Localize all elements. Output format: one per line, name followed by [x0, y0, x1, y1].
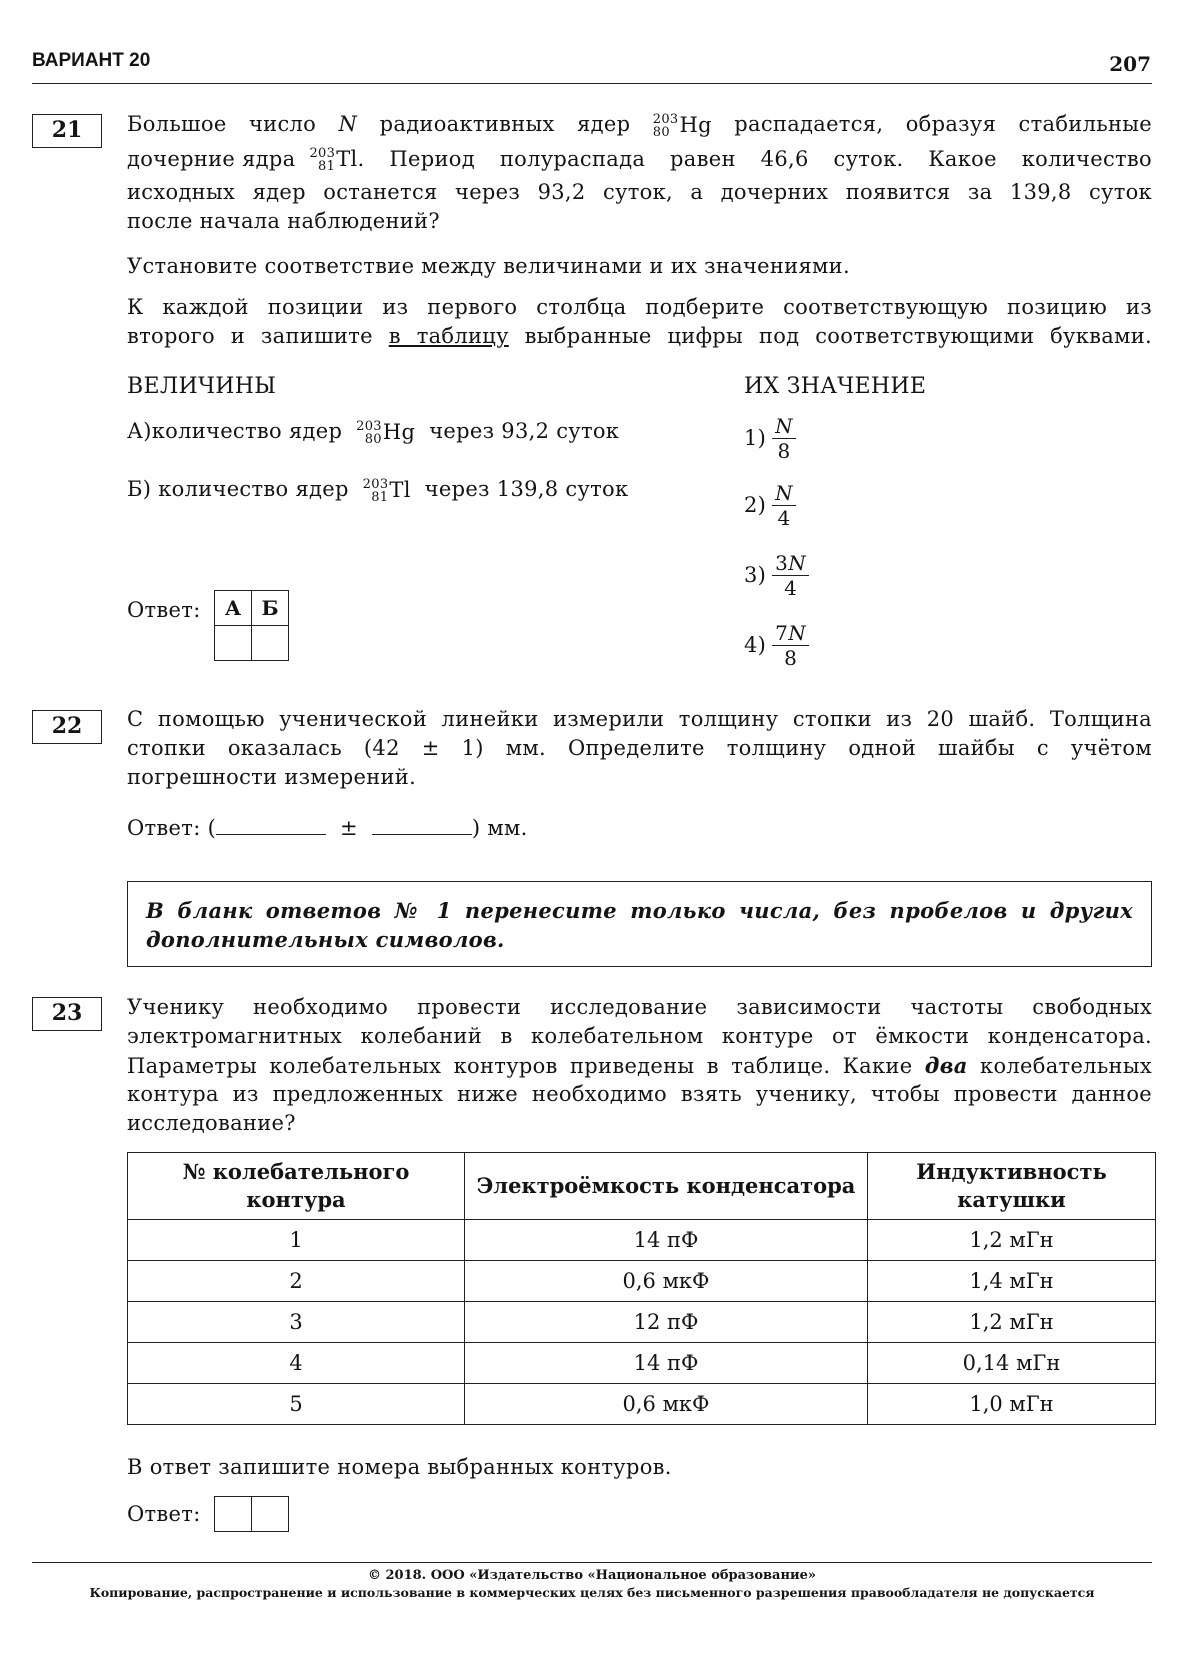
emphasis-two: два [924, 1053, 968, 1078]
q23-answer-grid [214, 1496, 289, 1532]
values-header: ИХ ЗНАЧЕНИЕ [744, 374, 927, 399]
q21-answer-label: Ответ: [127, 598, 201, 622]
q23-answer-label: Ответ: [127, 1502, 201, 1526]
value-option-1: 1) $\frac{N}{8}$ [744, 414, 796, 463]
q22-line-2: стопки оказалась (42 ± 1) мм. Определите толщину одной шайбы с учётом [127, 736, 1152, 760]
question-number-21: 21 [32, 114, 102, 148]
footer-notice: Копирование, распространение и использование в коммерческих целях без письменного разрешения правообладателя не допускается [89, 1585, 1095, 1600]
q23-line-1: Ученику необходимо провести исследование зависимости частоты свободных [127, 995, 1152, 1019]
q23-line-3: Параметры колебательных контуров приведены в таблице. Какие два колебательных [127, 1053, 1153, 1078]
answer-blank-value[interactable] [216, 812, 326, 835]
q23-line-4: контура из предложенных ниже необходимо взять ученику, чтобы провести данное [127, 1082, 1152, 1106]
table-header-row [128, 1153, 1156, 1220]
notice-box [127, 881, 1152, 967]
answer-cell-1[interactable] [215, 1497, 252, 1532]
item-b: Б) количество ядер 203 81 Tl через 139,8 суток [127, 476, 629, 505]
page-number: 207 [1109, 52, 1151, 76]
nuclide-hg: 203 80 Hg [652, 111, 712, 140]
answer-cell-a[interactable] [215, 626, 252, 661]
table-row: 1 14 пФ 1,2 мГн [128, 1220, 1156, 1261]
nuclide-hg: 203 80 Hg [356, 418, 416, 447]
q22-line-3: погрешности измерений. [127, 765, 417, 789]
table-row: 5 0,6 мкФ 1,0 мГн [128, 1384, 1156, 1425]
table-row: 2 0,6 мкФ 1,4 мГн [128, 1261, 1156, 1302]
q21-line-1: Большое число N радиоактивных ядер 203 80 Hg распадается, образуя стабильные [127, 111, 1152, 140]
q21-line-3: исходных ядер останется через 93,2 суток, а дочерних появится за 139,8 суток [127, 180, 1152, 204]
q22-answer: Ответ: ( ± ) мм. [127, 812, 528, 843]
var-n: N [338, 112, 358, 136]
q21-line-2: дочерние ядра 203 81 Tl . Период полураспада равен 46,6 суток. Какое количество [127, 145, 1152, 174]
q23-line-2: электромагнитных колебаний в колебательном контуре от ёмкости конденсатора. [127, 1024, 1152, 1048]
col-header-inductance: Индуктивность катушки [868, 1153, 1156, 1220]
nuclide-tl: 203 81 Tl [362, 476, 411, 505]
q21-line-4: после начала наблюдений? [127, 209, 440, 233]
value-option-4: 4) $\frac{7N}{8}$ [744, 621, 809, 670]
answer-cell-b[interactable] [252, 626, 289, 661]
q22-line-1: С помощью ученической линейки измерили толщину стопки из 20 шайб. Толщина [127, 707, 1152, 731]
quantities-header: ВЕЛИЧИНЫ [127, 374, 277, 399]
q21-answer-grid [214, 590, 289, 661]
footer-rule [32, 1562, 1152, 1563]
value-option-2: 2) $\frac{N}{4}$ [744, 481, 796, 530]
item-a: А)количество ядер 203 80 Hg через 93,2 суток [127, 418, 620, 447]
answer-col-a-header: А [215, 591, 252, 626]
value-option-3: 3) $\frac{3N}{4}$ [744, 551, 809, 600]
answer-col-b-header: Б [252, 591, 289, 626]
answer-cell-2[interactable] [252, 1497, 289, 1532]
col-header-number: № колебательного контура [128, 1153, 465, 1220]
table-row: 4 14 пФ 0,14 мГн [128, 1343, 1156, 1384]
question-number-22: 22 [32, 710, 102, 744]
q23-line-5: исследование? [127, 1111, 296, 1135]
circuits-table [127, 1152, 1156, 1425]
question-number-23: 23 [32, 997, 102, 1031]
table-link-text: в таблицу [388, 324, 509, 348]
notice-line-1: В бланк ответов № 1 перенесите только числа, без пробелов и других [146, 898, 1133, 923]
answer-blank-error[interactable] [372, 812, 472, 835]
variant-title: ВАРИАНТ 20 [32, 50, 151, 71]
notice-line-2: дополнительных символов. [146, 927, 505, 952]
col-header-capacitance: Электроёмкость конденсатора [465, 1153, 868, 1220]
header-rule [32, 83, 1152, 84]
nuclide-tl: 203 81 Tl [309, 145, 358, 174]
footer-copyright: © 2018. ООО «Издательство «Национальное образование» [367, 1568, 817, 1583]
q21-instruction-2a: К каждой позиции из первого столбца подберите соответствующую позицию из [127, 295, 1152, 319]
q21-instruction-2b: второго и запишите в таблицу выбранные цифры под соответствующими буквами. [127, 324, 1152, 348]
table-row: 3 12 пФ 1,2 мГн [128, 1302, 1156, 1343]
q21-instruction-1: Установите соответствие между величинами и их значениями. [127, 254, 850, 278]
q23-after-table: В ответ запишите номера выбранных контуров. [127, 1455, 672, 1479]
